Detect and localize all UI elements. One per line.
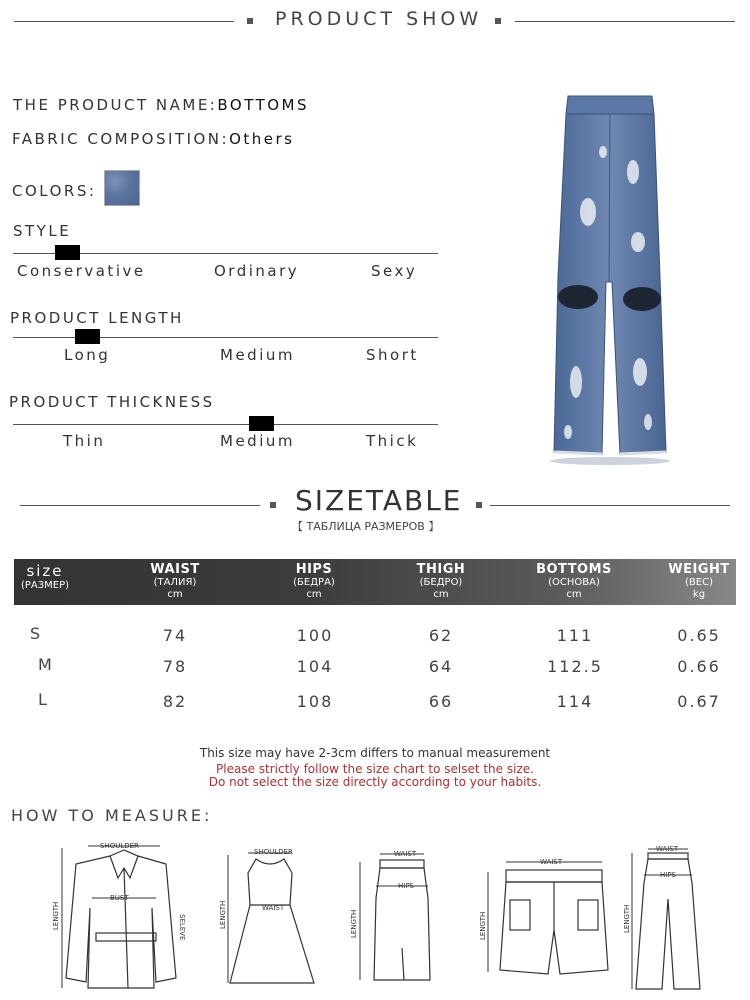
col-thigh-head: THIGH	[416, 562, 466, 577]
thickness-label-medium: Medium	[220, 432, 295, 450]
label-length: LENGTH	[479, 911, 487, 940]
thickness-marker	[249, 416, 274, 431]
label-hips: HIPS	[398, 882, 414, 890]
label-length: LENGTH	[350, 909, 358, 938]
thickness-scale-line	[13, 424, 438, 425]
size-table-header	[14, 559, 736, 605]
style-label-conservative: Conservative	[17, 262, 146, 280]
label-length: LENGTH	[52, 901, 60, 930]
skirt-diagram-icon	[342, 848, 442, 988]
col-waist	[140, 559, 210, 601]
fabric-label: FABRIC COMPOSITION:	[12, 130, 230, 148]
cell-bottoms: 111	[556, 626, 594, 645]
thickness-label-thick: Thick	[366, 432, 419, 450]
col-thigh-sub: (БЕДРО)	[419, 577, 463, 588]
col-thigh	[406, 559, 476, 601]
label-length: LENGTH	[623, 904, 631, 933]
col-hips	[279, 559, 349, 601]
label-waist: WAIST	[540, 858, 563, 866]
sizetable-subtitle: 【 ТАБЛИЦА РАЗМЕРОВ 】	[292, 520, 440, 533]
label-shoulder: SHOULDER	[254, 848, 293, 856]
length-label-long: Long	[64, 346, 111, 364]
label-bust: BUST	[110, 894, 129, 902]
cell-waist: 78	[162, 657, 188, 676]
jeans-photo-icon[interactable]	[548, 92, 674, 466]
col-thigh-unit: cm	[433, 589, 449, 600]
style-label-sexy: Sexy	[371, 262, 418, 280]
cell-weight: 0.65	[677, 626, 721, 645]
fabric-value: Others	[229, 130, 295, 148]
style-title: STYLE	[13, 222, 72, 240]
pants-diagram-icon	[622, 843, 714, 993]
sizetable-rule-right	[490, 505, 730, 506]
col-weight-head: WEIGHT	[668, 562, 730, 577]
length-label-medium: Medium	[220, 346, 295, 364]
label-waist: WAIST	[394, 850, 417, 858]
note-warning-1: Please strictly follow the size chart to selset the size.	[216, 762, 534, 776]
col-size-head: size	[26, 562, 64, 580]
col-bottoms-sub: (ОСНОВА)	[548, 577, 600, 588]
product-name-value: BOTTOMS	[217, 96, 310, 114]
col-hips-head: HIPS	[295, 562, 333, 577]
length-title: PRODUCT LENGTH	[10, 309, 184, 327]
col-waist-head: WAIST	[150, 562, 200, 577]
style-label-ordinary: Ordinary	[214, 262, 300, 280]
sizetable-square-left	[270, 502, 276, 508]
colors-label: COLORS:	[12, 182, 97, 200]
note-warning-2: Do not select the size directly according to your habits.	[208, 775, 542, 789]
sizetable-square-right	[476, 502, 482, 508]
cell-thigh: 66	[428, 692, 454, 711]
cell-size: M	[38, 655, 54, 674]
col-bottoms-head: BOTTOMS	[536, 562, 612, 577]
cell-hips: 108	[296, 692, 334, 711]
label-selleve: SELEVE	[178, 914, 186, 941]
product-name-row	[13, 96, 309, 114]
col-hips-sub: (БЕДРА)	[293, 577, 335, 588]
col-hips-unit: cm	[306, 589, 322, 600]
header-square-left	[247, 18, 253, 24]
denim-swatch-icon[interactable]	[104, 170, 140, 206]
col-size	[16, 559, 74, 592]
col-weight-unit: kg	[692, 589, 706, 600]
label-length: LENGTH	[219, 900, 227, 929]
shorts-diagram-icon	[476, 850, 616, 980]
label-shoulder: SHOULDER	[100, 842, 139, 850]
cell-weight: 0.67	[677, 692, 721, 711]
cell-size: S	[30, 624, 43, 643]
style-marker	[55, 245, 80, 260]
cell-bottoms: 114	[556, 692, 594, 711]
cell-hips: 104	[296, 657, 334, 676]
col-weight	[664, 559, 734, 601]
length-label-short: Short	[366, 346, 419, 364]
label-waist: WAIST	[262, 904, 285, 912]
sizetable-rule-left	[20, 505, 260, 506]
cell-hips: 100	[296, 626, 334, 645]
header-square-right	[495, 18, 501, 24]
thickness-label-thin: Thin	[63, 432, 106, 450]
col-bottoms	[529, 559, 619, 601]
thickness-title: PRODUCT THICKNESS	[9, 393, 215, 411]
sizetable-title: SIZETABLE	[295, 484, 463, 517]
col-bottoms-unit: cm	[566, 589, 582, 600]
header-rule-left	[14, 21, 234, 22]
cell-waist: 82	[162, 692, 188, 711]
col-waist-sub: (ТАЛИЯ)	[153, 577, 197, 588]
label-waist: WAIST	[656, 845, 679, 853]
jacket-diagram-icon	[48, 838, 200, 993]
page-title: PRODUCT SHOW	[275, 8, 483, 30]
cell-size: L	[38, 690, 49, 709]
label-hips: HIPS	[660, 871, 676, 879]
col-weight-sub: (ВЕС)	[685, 577, 713, 588]
cell-thigh: 64	[428, 657, 454, 676]
howto-title: HOW TO MEASURE:	[11, 806, 213, 825]
col-waist-unit: cm	[167, 589, 183, 600]
fabric-row	[12, 130, 294, 148]
cell-bottoms: 112.5	[547, 657, 603, 676]
cell-thigh: 62	[428, 626, 454, 645]
col-size-sub: (РАЗМЕР)	[20, 580, 70, 591]
header-rule-right	[515, 21, 735, 22]
dress-diagram-icon	[218, 843, 320, 988]
note-measurement: This size may have 2-3cm differs to manual measurement	[199, 746, 551, 760]
length-marker	[75, 329, 100, 344]
product-name-label: THE PRODUCT NAME:	[13, 96, 218, 114]
cell-waist: 74	[162, 626, 188, 645]
cell-weight: 0.66	[677, 657, 721, 676]
